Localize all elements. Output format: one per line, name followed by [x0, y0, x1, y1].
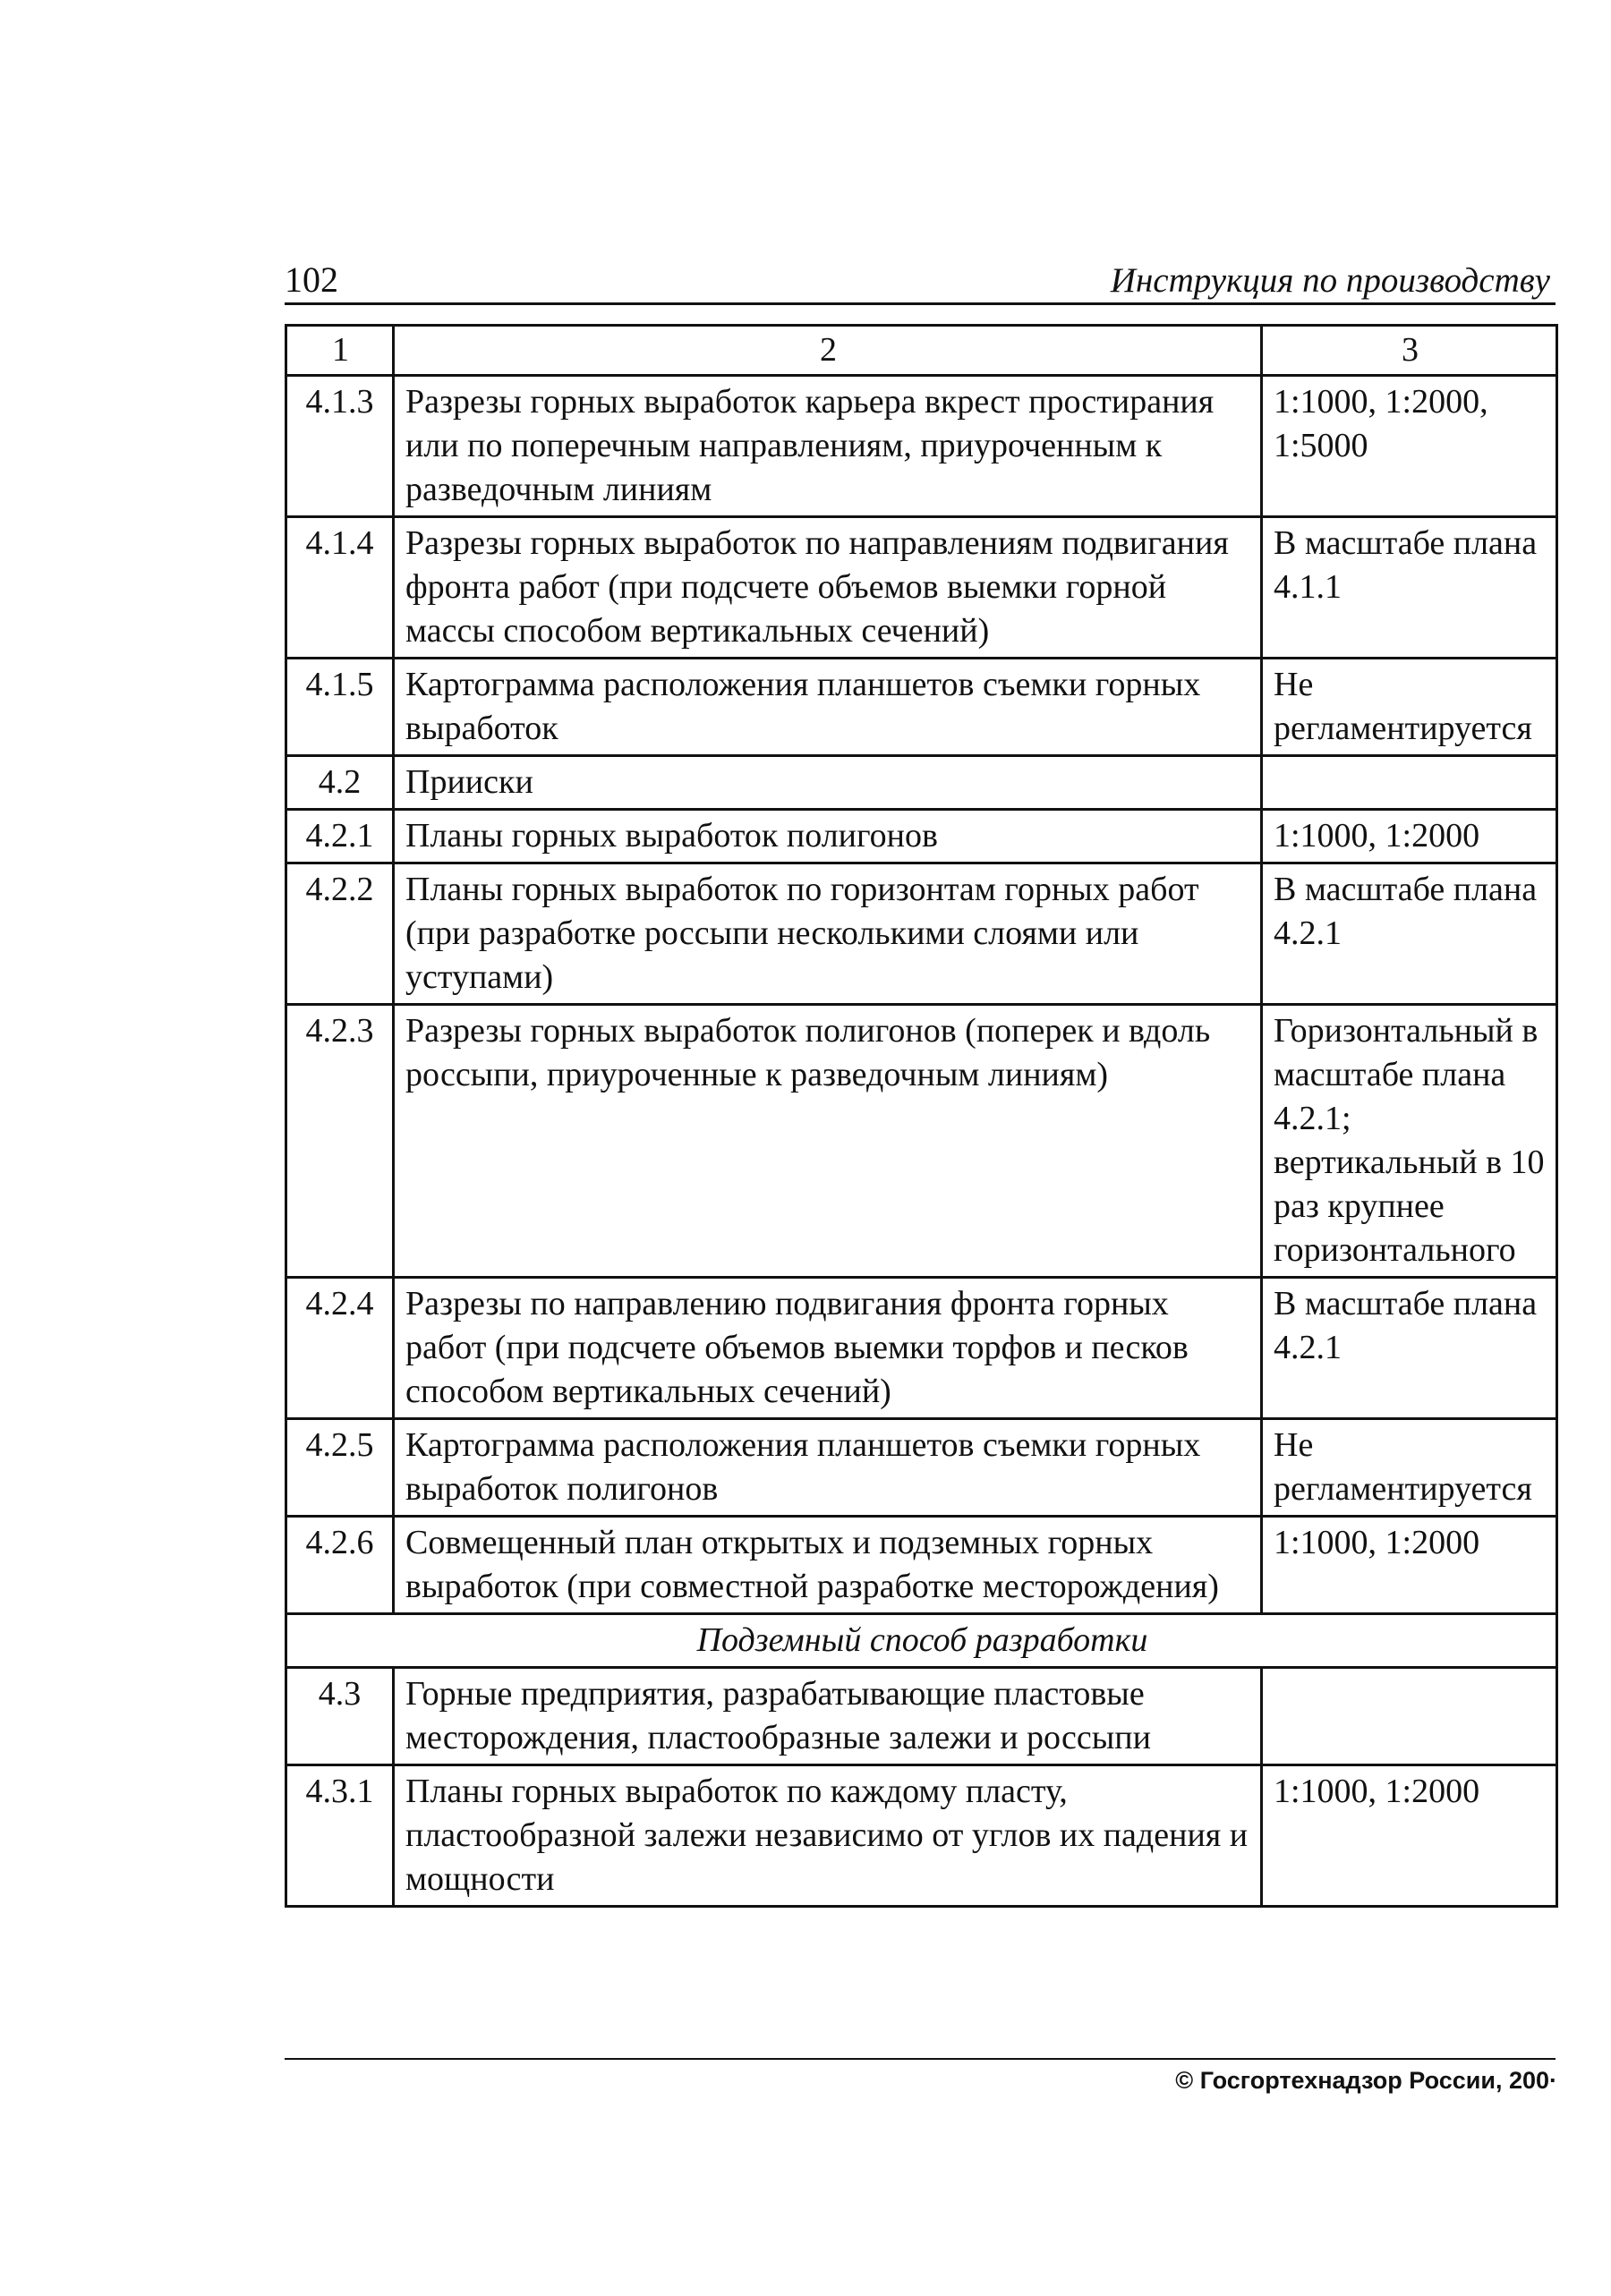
- table-row: [286, 659, 1557, 756]
- scale-cell: В масштабе плана 4.2.1: [1262, 863, 1557, 1005]
- description-cell: Разрезы горных выработок карьера вкрест простирания или по поперечным направлениям, приуроченным к разведочным линиям: [394, 376, 1262, 517]
- scale-cell: Не регламентируется: [1262, 659, 1557, 756]
- scale-cell: [1262, 756, 1557, 810]
- page-number: 102: [285, 259, 338, 300]
- item-number-cell: 4.2.2: [286, 863, 394, 1005]
- item-number-cell: 4.2.3: [286, 1005, 394, 1278]
- section-heading: Подземный способ разработки: [286, 1614, 1557, 1668]
- scale-cell: В масштабе плана 4.2.1: [1262, 1278, 1557, 1419]
- table-row: [286, 1765, 1557, 1907]
- table-row: [286, 863, 1557, 1005]
- description-cell: Прииски: [394, 756, 1262, 810]
- scale-cell: [1262, 1668, 1557, 1765]
- table-row: [286, 1278, 1557, 1419]
- description-cell: Горные предприятия, разрабатывающие пластовые месторождения, пластообразные залежи и россыпи: [394, 1668, 1262, 1765]
- item-number-cell: 4.1.5: [286, 659, 394, 756]
- scale-cell: 1:1000, 1:2000, 1:5000: [1262, 376, 1557, 517]
- scale-cell: 1:1000, 1:2000: [1262, 1765, 1557, 1907]
- table-row: [286, 1005, 1557, 1278]
- description-cell: Разрезы горных выработок полигонов (поперек и вдоль россыпи, приуроченные к разведочным линиям): [394, 1005, 1262, 1278]
- description-cell: Картограмма расположения планшетов съемки горных выработок: [394, 659, 1262, 756]
- column-header: 1: [286, 326, 394, 376]
- table-row: [286, 1668, 1557, 1765]
- scale-cell: 1:1000, 1:2000: [1262, 1517, 1557, 1614]
- table-row: [286, 376, 1557, 517]
- scale-cell: 1:1000, 1:2000: [1262, 810, 1557, 863]
- copyright-notice: © Госгортехнадзор России, 200·: [1175, 2067, 1557, 2094]
- item-number-cell: 4.2: [286, 756, 394, 810]
- table-row: [286, 517, 1557, 659]
- footer-rule: [285, 2058, 1556, 2060]
- item-number-cell: 4.1.4: [286, 517, 394, 659]
- scale-cell: В масштабе плана 4.1.1: [1262, 517, 1557, 659]
- table-row: [286, 1419, 1557, 1517]
- item-number-cell: 4.2.1: [286, 810, 394, 863]
- description-cell: Планы горных выработок по каждому пласту, пластообразной залежи независимо от углов их падения и мощности: [394, 1765, 1262, 1907]
- description-cell: Разрезы горных выработок по направлениям подвигания фронта работ (при подсчете объемов выемки горной массы способом вертикальных сечений): [394, 517, 1262, 659]
- scale-cell: Не регламентируется: [1262, 1419, 1557, 1517]
- description-cell: Планы горных выработок полигонов: [394, 810, 1262, 863]
- table-body: [286, 326, 1557, 1907]
- scale-cell: Горизонтальный в масштабе плана 4.2.1; вертикальный в 10 раз крупнее горизонтального: [1262, 1005, 1557, 1278]
- column-header: 2: [394, 326, 1262, 376]
- item-number-cell: 4.3: [286, 1668, 394, 1765]
- scale-table: [285, 324, 1558, 1908]
- item-number-cell: 4.3.1: [286, 1765, 394, 1907]
- table-row: [286, 1517, 1557, 1614]
- item-number-cell: 4.2.6: [286, 1517, 394, 1614]
- item-number-cell: 4.2.5: [286, 1419, 394, 1517]
- running-title: Инструкция по производству: [1110, 261, 1550, 300]
- section-row: [286, 1614, 1557, 1668]
- description-cell: Совмещенный план открытых и подземных горных выработок (при совместной разработке месторождения): [394, 1517, 1262, 1614]
- description-cell: Картограмма расположения планшетов съемки горных выработок полигонов: [394, 1419, 1262, 1517]
- item-number-cell: 4.1.3: [286, 376, 394, 517]
- description-cell: Планы горных выработок по горизонтам горных работ (при разработке россыпи несколькими слоями или уступами): [394, 863, 1262, 1005]
- table-row: [286, 810, 1557, 863]
- table-row: [286, 756, 1557, 810]
- item-number-cell: 4.2.4: [286, 1278, 394, 1419]
- page-header: [285, 249, 1556, 305]
- description-cell: Разрезы по направлению подвигания фронта горных работ (при подсчете объемов выемки торфов и песков способом вертикальных сечений): [394, 1278, 1262, 1419]
- table-header-row: [286, 326, 1557, 376]
- column-header: 3: [1262, 326, 1557, 376]
